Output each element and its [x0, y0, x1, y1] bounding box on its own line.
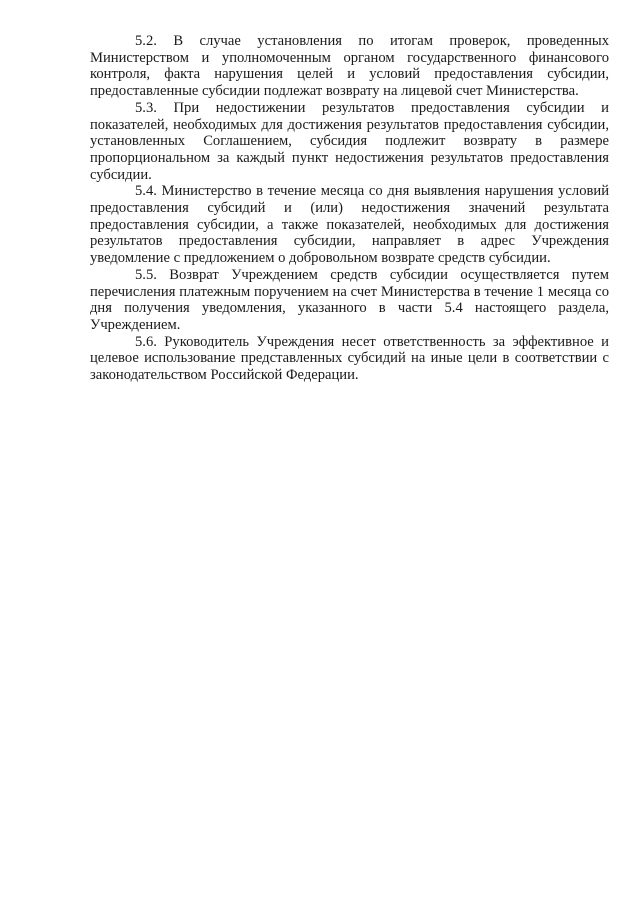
- paragraph-5-2: 5.2. В случае установления по итогам проверок, проведенных Министерством и уполномоченным органом государственного финансового контроля, факта нарушения целей и условий предоставления субсидии, предоставленные субсидии подлежат возврату на лицевой счет Министерства.: [90, 33, 609, 100]
- document-body: [90, 33, 609, 384]
- paragraph-5-5: 5.5. Возврат Учреждением средств субсидии осуществляется путем перечисления платежным поручением на счет Министерства в течение 1 месяца со дня получения уведомления, указанного в части 5.4 настоящего раздела, Учреждением.: [90, 266, 609, 333]
- paragraph-5-4: 5.4. Министерство в течение месяца со дня выявления нарушения условий предоставления субсидий и (или) недостижения значений результата предоставления субсидии, а также показателей, необходимых для достижения результатов предоставления субсидии, направляет в адрес Учреждения уведомление с предложением о добровольном возврате средств субсидии.: [90, 183, 609, 267]
- paragraph-5-3: 5.3. При недостижении результатов предоставления субсидии и показателей, необходимых для достижения результатов предоставления субсидии, установленных Соглашением, субсидия подлежит возврату в размере пропорциональном за каждый пункт недостижения результатов предоставления субсидии.: [90, 99, 609, 183]
- paragraph-5-6: 5.6. Руководитель Учреждения несет ответственность за эффективное и целевое использование представленных субсидий на иные цели в соответствии с законодательством Российской Федерации.: [90, 333, 609, 384]
